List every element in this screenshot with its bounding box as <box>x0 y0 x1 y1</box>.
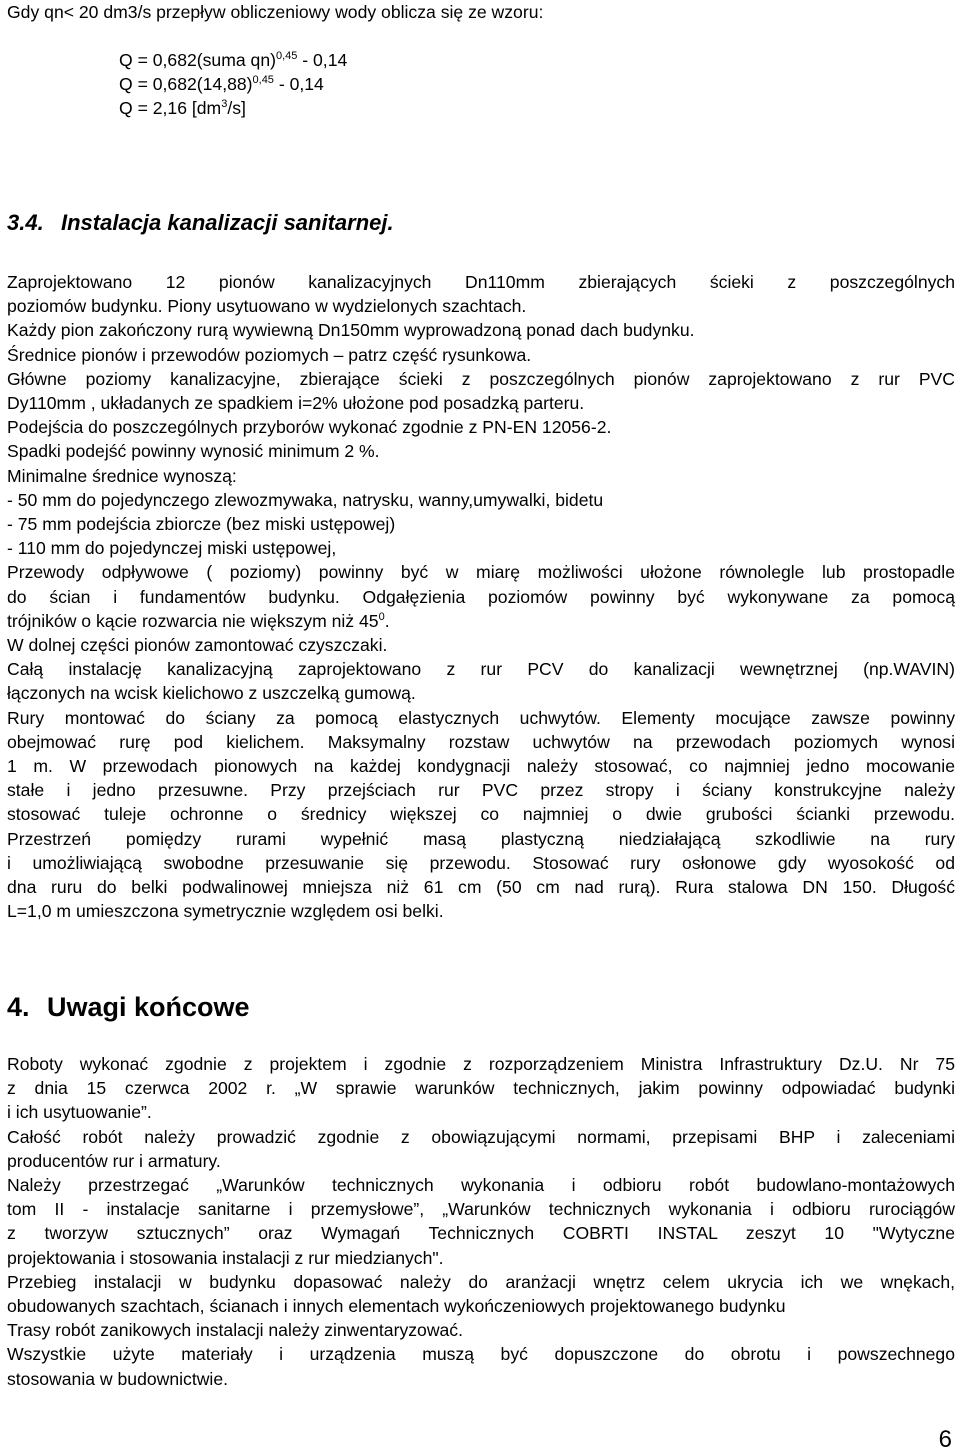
formula-text: - 0,14 <box>297 50 348 70</box>
text-line-content: Dy110mm , układanych ze spadkiem i=2% ułożone pod posadzką parteru. <box>7 393 585 414</box>
text-line <box>7 1100 955 1124</box>
text-line-content: Główne poziomy kanalizacyjne, zbierające ścieki z poszczególnych pionów zaprojektowano z rur PVC <box>7 368 955 389</box>
text-line-content: Podejścia do poszczególnych przyborów wykonać zgodnie z PN-EN 12056-2. <box>7 417 612 438</box>
text-line-content: łączonych na wcisk kielichowo z uszczelką gumową. <box>7 683 416 704</box>
text-line <box>7 1076 955 1100</box>
text-line <box>7 730 955 754</box>
text-line-content: Trasy robót zanikowych instalacji należy zinwentaryzować. <box>7 1320 463 1341</box>
text-line-content: Minimalne średnice wynoszą: <box>7 465 237 486</box>
text-line-content: producentów rur i armatury. <box>7 1150 221 1171</box>
text-line-content: Zaprojektowano 12 pionów kanalizacyjnych Dn110mm zbierających ścieki z poszczególnych <box>7 272 955 292</box>
section-title: Instalacja kanalizacji sanitarnej. <box>61 210 394 235</box>
text-line <box>7 706 955 730</box>
text-line <box>7 657 955 681</box>
text-line-content: projektowania i stosowania instalacji z rur miedzianych". <box>7 1247 444 1268</box>
formula-text: /s] <box>227 98 246 118</box>
text-line <box>7 1318 955 1342</box>
text-line <box>7 802 955 826</box>
text-line-content: trójników o kącie rozwarcia nie większym niż 45 <box>7 610 379 631</box>
text-line-content: stałe i jedno przesuwne. Przy przejściach rur PVC przez stropy i ściany konstrukcyjne należy <box>7 780 955 801</box>
section-heading-3-4 <box>7 208 394 238</box>
text-line <box>7 294 955 318</box>
text-line-content: z dnia 15 czerwca 2002 r. „W sprawie warunków technicznych, jakim powinny odpowiadać budynki <box>7 1078 955 1099</box>
text-line-tail: . <box>384 610 390 631</box>
text-line <box>7 1197 955 1221</box>
text-line <box>7 1173 955 1197</box>
section-3-4-body <box>7 270 955 923</box>
section-number: 3.4. <box>7 210 44 235</box>
section-title: Uwagi końcowe <box>47 992 250 1022</box>
page-number: 6 <box>938 1426 952 1453</box>
text-line <box>7 343 955 367</box>
section-heading-4 <box>7 990 250 1024</box>
text-line <box>7 1149 955 1173</box>
text-line-content: obejmować rurę pod kielichem. Maksymalny rozstaw uchwytów na przewodach poziomych wynosi <box>7 731 955 752</box>
text-line <box>7 270 955 294</box>
text-line <box>7 1342 955 1366</box>
text-line-content: poziomów budynku. Piony usytuowano w wydzielonych szachtach. <box>7 296 527 317</box>
text-line-content: Rury montować do ściany za pomocą elastycznych uchwytów. Elementy mocujące zawsze powinny <box>7 707 955 728</box>
text-line <box>7 318 955 342</box>
text-line <box>7 851 955 875</box>
text-line <box>7 875 955 899</box>
text-line-content: - 50 mm do pojedynczego zlewozmywaka, natrysku, wanny,umywalki, bidetu <box>7 489 604 510</box>
section-4-body <box>7 1052 955 1391</box>
text-line <box>7 1270 955 1294</box>
text-line <box>7 1246 955 1270</box>
text-line <box>7 1125 955 1149</box>
text-line <box>7 827 955 851</box>
formula-line-1 <box>119 48 347 72</box>
text-line-content: Spadki podejść powinny wynosić minimum 2 %. <box>7 441 380 462</box>
text-line <box>7 512 955 536</box>
text-line-content: Każdy pion zakończony rurą wywiewną Dn150mm wyprowadzoną ponad dach budynku. <box>7 320 695 341</box>
text-line <box>7 899 955 923</box>
text-line <box>7 1294 955 1318</box>
section-number: 4. <box>7 992 30 1022</box>
text-line-content: stosować tuleje ochronne o średnicy większej co najmniej o dwie grubości ścianki przewodu. <box>7 804 955 825</box>
text-line-content: Przewody odpływowe ( poziomy) powinny być w miarę możliwości ułożone równolegle lub prostopadle <box>7 562 955 583</box>
text-line-content: Przestrzeń pomiędzy rurami wypełnić masą plastyczną niedziałającą szkodliwie na rury <box>7 828 955 849</box>
text-line-content: obudowanych szachtach, ścianach i innych elementach wykończeniowych projektowanego budynku <box>7 1296 786 1317</box>
text-line-content: Należy przestrzegać „Warunków technicznych wykonania i odbioru robót budowlano-montażowych <box>7 1175 955 1196</box>
formula-line-3 <box>119 96 246 120</box>
text-line <box>7 609 955 633</box>
text-line <box>7 778 955 802</box>
text-line-content: 1 m. W przewodach pionowych na każdej kondygnacji należy stosować, co najmniej jedno mocowanie <box>7 756 955 777</box>
text-line <box>7 585 955 609</box>
text-line-content: z tworzyw sztucznych” oraz Wymagań Technicznych COBRTI INSTAL zeszyt 10 "Wytyczne <box>7 1223 955 1244</box>
formula-exponent: 0,45 <box>252 74 274 86</box>
text-line <box>7 681 955 705</box>
text-line-content: L=1,0 m umieszczona symetrycznie względem osi belki. <box>7 901 444 922</box>
formula-text: Q = 0,682(14,88) <box>119 74 253 94</box>
text-line <box>7 488 955 512</box>
text-line-content: Wszystkie użyte materiały i urządzenia muszą być dopuszczone do obrotu i powszechnego <box>7 1344 955 1365</box>
superscript: 0 <box>378 610 385 623</box>
text-line-content: Średnice pionów i przewodów poziomych – patrz część rysunkowa. <box>7 344 532 365</box>
text-line-content: do ścian i fundamentów budynku. Odgałęzienia poziomów powinny być wykonywane za pomocą <box>7 586 955 607</box>
text-line-content: Całą instalację kanalizacyjną zaprojektowano z rur PCV do kanalizacji wewnętrznej (np.WAVIN) <box>7 659 955 680</box>
text-line <box>7 560 955 584</box>
text-line <box>7 633 955 657</box>
text-line <box>7 415 955 439</box>
text-line <box>7 464 955 488</box>
text-line-content: - 110 mm do pojedynczej miski ustępowej, <box>7 538 337 559</box>
text-line-content: Przebieg instalacji w budynku dopasować należy do aranżacji wnętrz celem ukrycia ich we wnękach, <box>7 1271 955 1292</box>
text-line-content: - 75 mm podejścia zbiorcze (bez miski ustępowej) <box>7 514 396 535</box>
formula-exponent: 3 <box>221 98 228 110</box>
text-line-content: i umożliwiającą swobodne przesuwanie się przewodu. Stosować rury osłonowe gdy wyosokość od <box>7 852 955 873</box>
text-line-content: tom II - instalacje sanitarne i przemysłowe”, „Warunków technicznych wykonania i odbioru rurociągów <box>7 1199 955 1220</box>
text-line <box>7 1367 955 1391</box>
text-line-content: dna ruru do belki podwalinowej mniejsza niż 61 cm (50 cm nad rurą). Rura stalowa DN 150. Długość <box>7 877 955 898</box>
text-line-content: W dolnej części pionów zamontować czyszczaki. <box>7 635 388 656</box>
text-line <box>7 1052 955 1076</box>
text-line <box>7 439 955 463</box>
formula-exponent: 0,45 <box>275 50 298 62</box>
text-line <box>7 1221 955 1245</box>
text-line <box>7 367 955 391</box>
formula-line-2 <box>119 72 324 96</box>
formula-text: Q = 0,682(suma qn) <box>119 50 276 70</box>
text-line-content: Całość robót należy prowadzić zgodnie z obowiązującymi normami, przepisami BHP i zaleceniami <box>7 1126 955 1147</box>
text-line <box>7 391 955 415</box>
text-line-content: stosowania w budownictwie. <box>7 1368 229 1389</box>
formula-text: Q = 2,16 [dm <box>119 98 222 118</box>
text-line <box>7 754 955 778</box>
text-line-content: i ich usytuowanie”. <box>7 1102 152 1123</box>
text-line-content: Roboty wykonać zgodnie z projektem i zgodnie z rozporządzeniem Ministra Infrastruktury Dz.U. Nr 75 <box>7 1054 955 1074</box>
formula-text: - 0,14 <box>273 74 324 94</box>
intro-text: Gdy qn< 20 dm3/s przepływ obliczeniowy wody oblicza się ze wzoru: <box>7 2 544 22</box>
text-line <box>7 536 955 560</box>
